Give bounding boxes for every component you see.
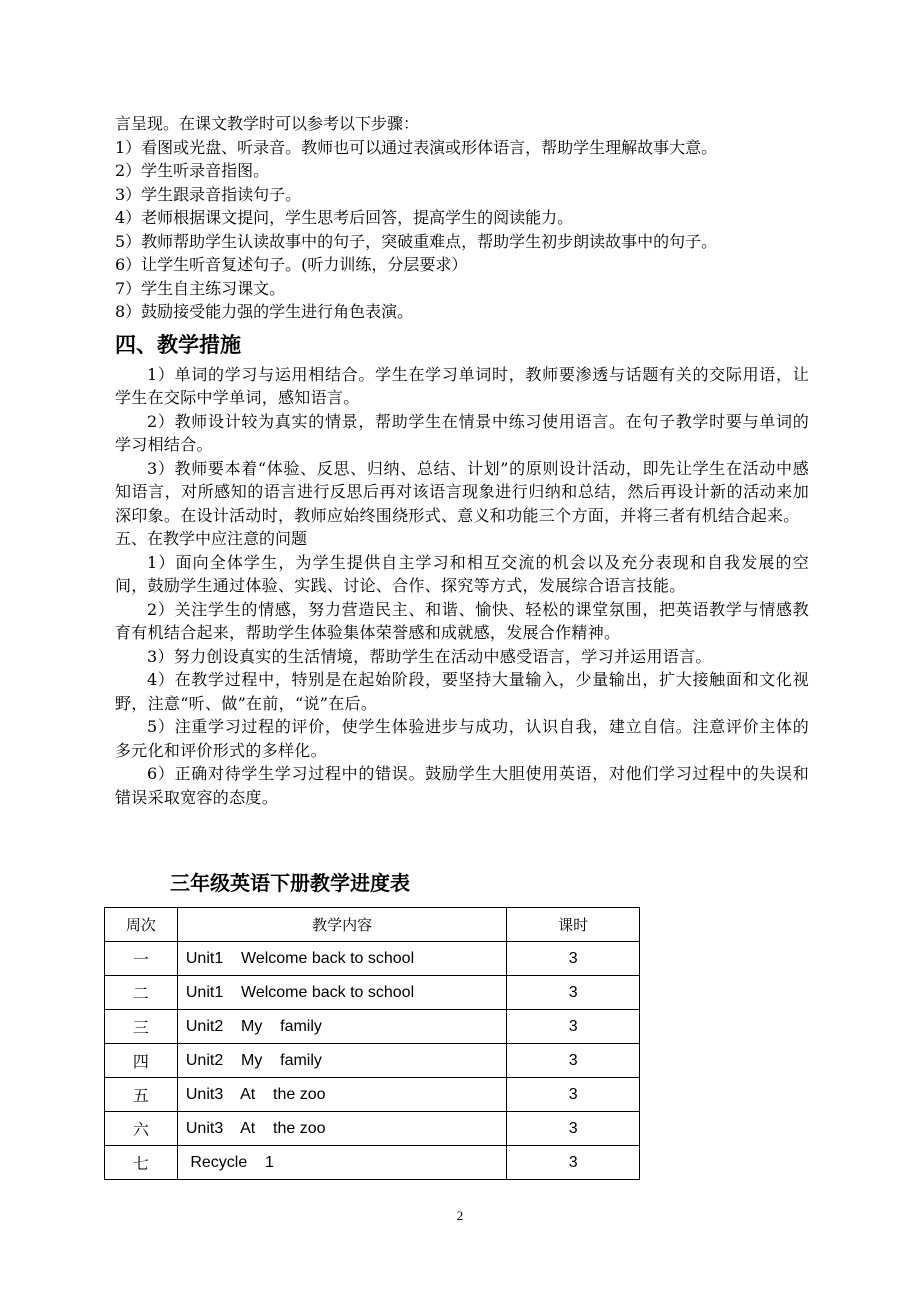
schedule-title: 三年级英语下册教学进度表 — [170, 871, 410, 895]
section-5-paragraph-2: 2）关注学生的情感，努力营造民主、和谐、愉快、轻松的课堂氛围，把英语教学与情感教育有机结合起来，帮助学生体验集体荣誉感和成就感，发展合作精神。 — [115, 599, 809, 642]
row-hours: 3 — [507, 1010, 640, 1044]
header-week: 周次 — [105, 908, 178, 942]
section-5-paragraph-6: 6）正确对待学生学习过程中的错误。鼓励学生大胆使用英语，对他们学习过程中的失误和错误采取宽容的态度。 — [115, 764, 809, 807]
row-content: Unit2 My family — [177, 1010, 507, 1044]
schedule-table — [104, 907, 640, 1180]
row-hours: 3 — [507, 1044, 640, 1078]
table-row — [105, 1146, 640, 1180]
section-4-paragraph-3: 3）教师要本着“体验、反思、归纳、总结、计划”的原则设计活动，即先让学生在活动中感知语言，对所感知的语言进行反思后再对该语言现象进行归纳和总结，然后再设计新的活动来加深印象。在设计活动时，教师应始终围绕形式、意义和功能三个方面，并将三者有机结合起来。 — [115, 458, 809, 525]
row-week: 二 — [105, 976, 178, 1010]
row-content: Unit3 At the zoo — [177, 1112, 507, 1146]
step-5: 5）教师帮助学生认读故事中的句子，突破重难点，帮助学生初步朗读故事中的句子。 — [115, 231, 718, 251]
header-content: 教学内容 — [177, 908, 507, 942]
step-1: 1）看图或光盘、听录音。教师也可以通过表演或形体语言，帮助学生理解故事大意。 — [115, 137, 718, 157]
row-week: 一 — [105, 942, 178, 976]
row-content: Unit1 Welcome back to school — [177, 942, 507, 976]
section-4-paragraph-2: 2）教师设计较为真实的情景，帮助学生在情景中练习使用语言。在句子教学时要与单词的学习相结合。 — [115, 411, 809, 454]
row-hours: 3 — [507, 1078, 640, 1112]
table-row — [105, 1112, 640, 1146]
row-content: Unit3 At the zoo — [177, 1078, 507, 1112]
step-4: 4）老师根据课文提问，学生思考后回答，提高学生的阅读能力。 — [115, 208, 574, 227]
step-8: 8）鼓励接受能力强的学生进行角色表演。 — [115, 302, 414, 321]
table-row — [105, 942, 640, 976]
row-hours: 3 — [507, 976, 640, 1010]
row-week: 三 — [105, 1010, 178, 1044]
row-content: Unit1 Welcome back to school — [177, 976, 507, 1010]
row-week: 四 — [105, 1044, 178, 1078]
table-row — [105, 1078, 640, 1112]
section-5-heading: 五、在教学中应注意的问题 — [115, 529, 308, 548]
row-week: 六 — [105, 1112, 178, 1146]
step-6: 6）让学生听音复述句子。(听力训练，分层要求） — [115, 255, 468, 274]
table-row — [105, 1044, 640, 1078]
step-7: 7）学生自主练习课文。 — [115, 278, 286, 298]
header-hours: 课时 — [507, 908, 640, 942]
section-4-heading: 四、教学措施 — [115, 332, 241, 357]
row-week: 七 — [105, 1146, 178, 1180]
row-week: 五 — [105, 1078, 178, 1112]
step-3: 3）学生跟录音指读句子。 — [115, 184, 302, 204]
section-4-paragraph-1: 1）单词的学习与运用相结合。学生在学习单词时，教师要渗透与话题有关的交际用语，让学生在交际中学单词，感知语言。 — [115, 364, 809, 407]
page-number: 2 — [456, 1208, 464, 1223]
document-body — [115, 112, 809, 809]
table-row — [105, 1010, 640, 1044]
step-2: 2）学生听录音指图。 — [115, 161, 270, 180]
row-hours: 3 — [507, 1112, 640, 1146]
section-5-paragraph-5: 5）注重学习过程的评价，使学生体验进步与成功，认识自我，建立自信。注意评价主体的多元化和评价形式的多样化。 — [115, 717, 809, 760]
intro-line: 言呈现。在课文教学时可以参考以下步骤： — [115, 114, 420, 133]
row-content: Unit2 My family — [177, 1044, 507, 1078]
section-5-paragraph-3: 3）努力创设真实的生活情境，帮助学生在活动中感受语言，学习并运用语言。 — [147, 646, 712, 666]
section-5-paragraph-1: 1）面向全体学生，为学生提供自主学习和相互交流的机会以及充分表现和自我发展的空间，鼓励学生通过体验、实践、讨论、合作、探究等方式，发展综合语言技能。 — [115, 552, 809, 595]
section-5-paragraph-4: 4）在教学过程中，特别是在起始阶段，要坚持大量输入，少量输出，扩大接触面和文化视野，注意“听、做”在前，“说”在后。 — [115, 670, 809, 713]
row-hours: 3 — [507, 1146, 640, 1180]
schedule-header-row — [105, 908, 640, 942]
table-row — [105, 976, 640, 1010]
row-content: Recycle 1 — [177, 1146, 507, 1180]
row-hours: 3 — [507, 942, 640, 976]
